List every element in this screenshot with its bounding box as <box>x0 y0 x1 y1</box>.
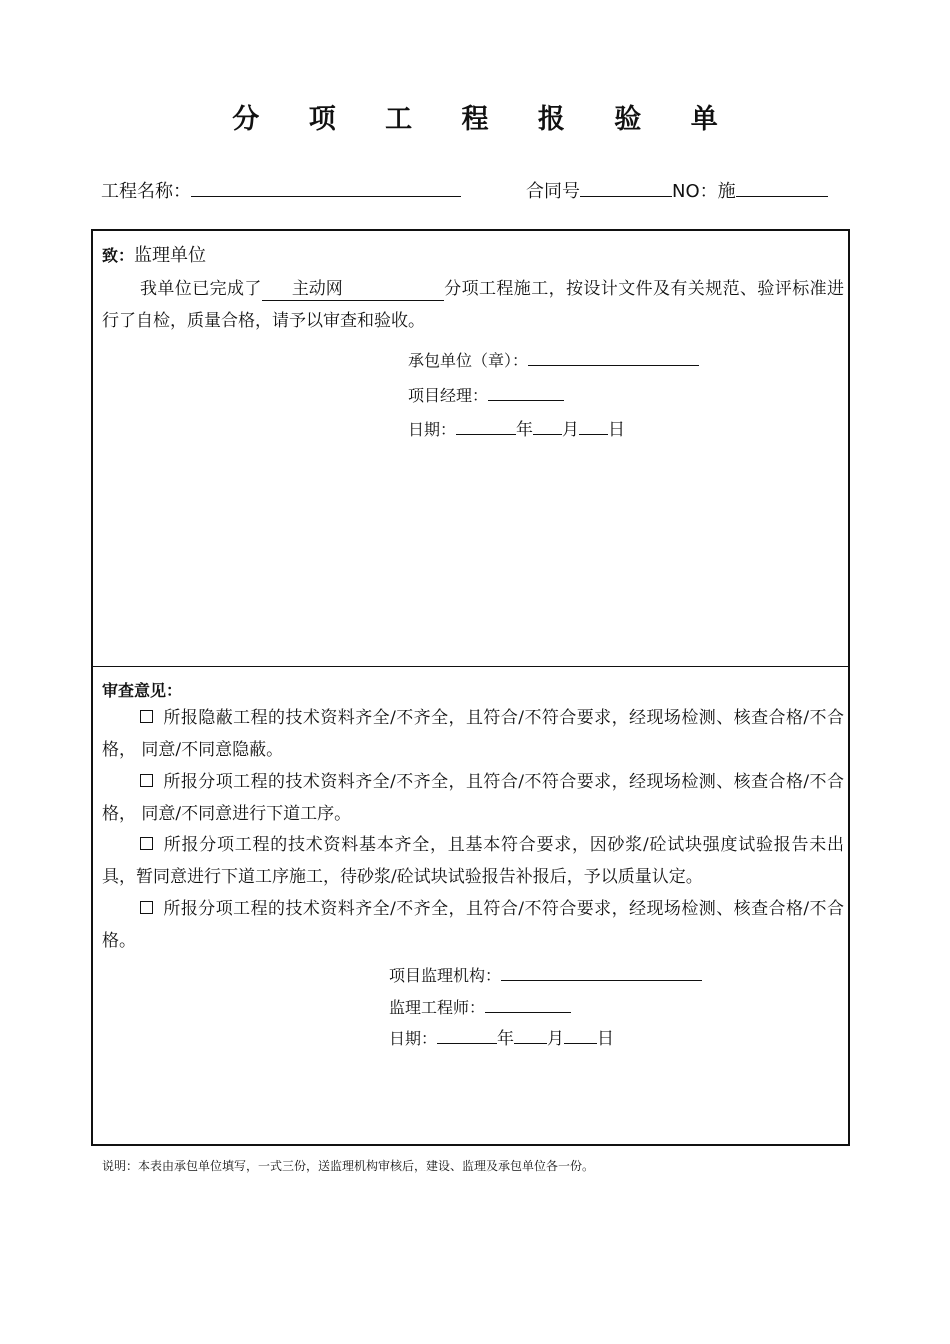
review-year-label: 年 <box>497 1029 515 1049</box>
manager-label: 项目经理： <box>408 386 489 405</box>
submission-month-field[interactable] <box>533 416 562 435</box>
review-option-2-checkbox[interactable] <box>140 774 153 787</box>
project-name-field[interactable] <box>191 178 461 197</box>
submission-text-before: 我单位已完成了 <box>140 279 262 299</box>
review-day-label: 日 <box>597 1029 615 1049</box>
supervision-org-field[interactable] <box>501 962 702 981</box>
review-date-row <box>389 1024 614 1049</box>
review-month-label: 月 <box>547 1029 565 1049</box>
footer-note: 说明：本表由承包单位填写，一式三份，送监理机构审核后，建设、监理及承包单位各一份。 <box>102 1159 595 1173</box>
form-box <box>91 229 850 1146</box>
no-label: NO：施 <box>672 181 736 202</box>
supervision-org-label: 项目监理机构： <box>389 966 502 985</box>
no-field[interactable] <box>736 178 828 197</box>
to-value: 监理单位 <box>134 245 207 266</box>
review-option-2 <box>102 766 844 830</box>
review-heading: 审查意见： <box>102 681 183 700</box>
submission-year-field[interactable] <box>456 416 516 435</box>
project-name-row <box>101 177 461 203</box>
manager-field[interactable] <box>488 382 564 401</box>
review-option-3 <box>102 829 844 893</box>
review-date-label: 日期： <box>389 1029 438 1048</box>
submission-date-row <box>408 415 625 440</box>
submission-text-after: 分项工程施工，按设计文件及有关规范、验评标准进行了自检，质量合格，请予以审查和验收。 <box>102 279 845 331</box>
month-label: 月 <box>562 420 580 440</box>
review-year-field[interactable] <box>437 1025 497 1044</box>
review-option-1-text: 所报隐蔽工程的技术资料齐全/不齐全，且符合/不符合要求，经现场检测、核查合格/不合格， 同意/不同意隐蔽。 <box>102 708 844 760</box>
to-label: 致： <box>102 246 135 265</box>
review-option-1 <box>102 702 844 766</box>
contract-row <box>526 177 828 203</box>
engineer-label: 监理工程师： <box>389 998 486 1017</box>
submission-paragraph <box>102 273 844 337</box>
item-name-field[interactable]: 主动网 <box>262 278 444 301</box>
form-title: 分 项 工 程 报 验 单 <box>232 104 738 135</box>
engineer-field[interactable] <box>485 994 571 1013</box>
submission-date-label: 日期： <box>408 420 457 439</box>
manager-row <box>408 382 564 406</box>
review-option-4 <box>102 893 844 957</box>
year-label: 年 <box>516 420 534 440</box>
day-label: 日 <box>608 420 626 440</box>
contractor-label: 承包单位（章）： <box>408 351 529 370</box>
section-divider <box>93 666 848 667</box>
review-month-field[interactable] <box>514 1025 547 1044</box>
submission-day-field[interactable] <box>579 416 608 435</box>
engineer-row <box>389 994 571 1018</box>
review-option-2-text: 所报分项工程的技术资料齐全/不齐全，且符合/不符合要求，经现场检测、核查合格/不合格， 同意/不同意进行下道工序。 <box>102 772 844 824</box>
review-option-4-text: 所报分项工程的技术资料齐全/不齐全，且符合/不符合要求，经现场检测、核查合格/不合格。 <box>102 899 844 951</box>
review-option-3-text: 所报分项工程的技术资料基本齐全，且基本符合要求，因砂浆/砼试块强度试验报告未出具，暂同意进行下道工序施工，待砂浆/砼试块试验报告补报后，予以质量认定。 <box>102 835 844 887</box>
contractor-row <box>408 347 699 371</box>
contractor-field[interactable] <box>528 347 699 366</box>
project-name-label: 工程名称： <box>101 181 191 202</box>
review-day-field[interactable] <box>564 1025 597 1044</box>
review-option-1-checkbox[interactable] <box>140 710 153 723</box>
supervision-org-row <box>389 962 702 986</box>
review-option-3-checkbox[interactable] <box>140 837 153 850</box>
review-option-4-checkbox[interactable] <box>140 901 153 914</box>
contract-field[interactable] <box>580 178 672 197</box>
recipient-line <box>102 241 206 267</box>
contract-label: 合同号 <box>526 181 580 202</box>
